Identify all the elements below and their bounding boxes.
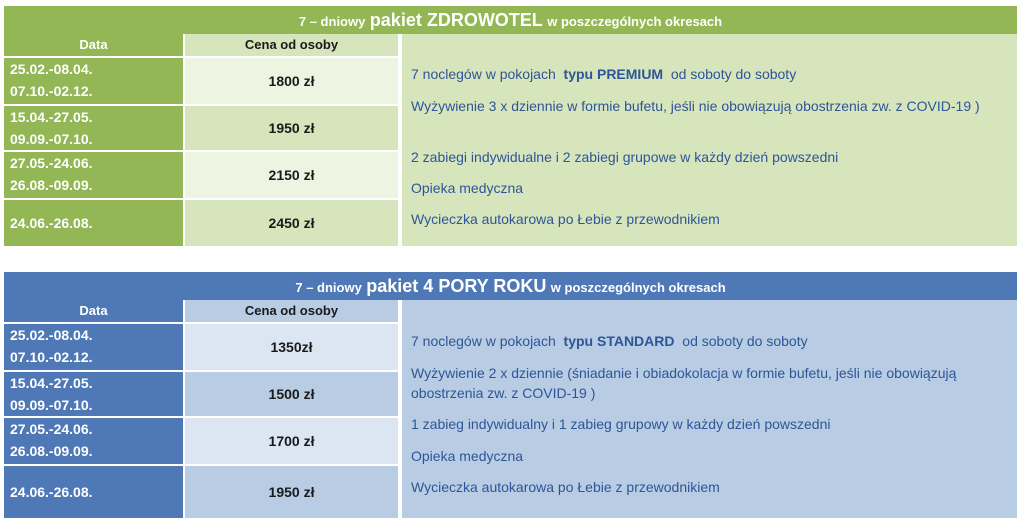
table-row bbox=[4, 58, 400, 104]
info-treatments: 1 zabieg indywidualny i 1 zabieg grupowy w każdy dzień powszedni bbox=[411, 416, 831, 432]
price-cell: 2150 zł bbox=[185, 152, 398, 198]
price-cell: 1500 zł bbox=[185, 372, 398, 416]
info-accommodation: 7 noclegów w pokojach typu STANDARD od soboty do soboty bbox=[411, 333, 808, 349]
column-header-price: Cena od osoby bbox=[185, 34, 398, 56]
price-cell: 1700 zł bbox=[185, 418, 398, 464]
price-cell: 1350zł bbox=[185, 324, 398, 370]
table-row bbox=[4, 324, 400, 370]
price-cell: 1950 zł bbox=[185, 106, 398, 150]
date-cell: 25.02.-08.04. 07.10.-02.12. bbox=[4, 324, 183, 370]
info-trip: Wycieczka autokarowa po Łebie z przewodnikiem bbox=[411, 479, 720, 495]
date-cell: 15.04.-27.05. 09.09.-07.10. bbox=[4, 372, 183, 416]
package-description bbox=[402, 34, 1017, 246]
info-treatments: 2 zabiegi indywidualne i 2 zabiegi grupowe w każdy dzień powszedni bbox=[411, 149, 839, 165]
column-header-price: Cena od osoby bbox=[185, 300, 398, 322]
column-header-date: Data bbox=[4, 34, 183, 56]
price-cell: 2450 zł bbox=[185, 200, 398, 246]
table-row bbox=[4, 106, 400, 150]
info-meals: Wyżywienie 3 x dziennie w formie bufetu, jeśli nie obowiązują obostrzenia zw. z COVID-19 ) bbox=[411, 98, 980, 114]
package-title: 7 – dniowy pakiet ZDROWOTEL w poszczególnych okresach bbox=[4, 6, 1017, 34]
table-row bbox=[4, 418, 400, 464]
info-trip: Wycieczka autokarowa po Łebie z przewodnikiem bbox=[411, 211, 720, 227]
date-cell: 27.05.-24.06. 26.08.-09.09. bbox=[4, 418, 183, 464]
date-cell: 25.02.-08.04. 07.10.-02.12. bbox=[4, 58, 183, 104]
date-cell: 27.05.-24.06. 26.08.-09.09. bbox=[4, 152, 183, 198]
table-row bbox=[4, 372, 400, 416]
package-zdrowotel-table bbox=[4, 6, 1017, 246]
column-header-date: Data bbox=[4, 300, 183, 322]
table-row bbox=[4, 466, 400, 518]
package-title: 7 – dniowy pakiet 4 PORY ROKU w poszczególnych okresach bbox=[4, 272, 1017, 300]
info-accommodation: 7 noclegów w pokojach typu PREMIUM od soboty do soboty bbox=[411, 66, 797, 82]
package-4-pory-roku-table bbox=[4, 272, 1017, 518]
info-meals: Wyżywienie 2 x dziennie (śniadanie i obiadokolacja w formie bufetu, jeśli nie obowiązują obostrzenia zw. z COVID-19 ) bbox=[411, 365, 957, 401]
table-row bbox=[4, 152, 400, 198]
date-cell: 15.04.-27.05. 09.09.-07.10. bbox=[4, 106, 183, 150]
package-description bbox=[402, 300, 1017, 518]
table-row bbox=[4, 200, 400, 246]
date-cell: 24.06.-26.08. bbox=[4, 466, 183, 518]
price-cell: 1950 zł bbox=[185, 466, 398, 518]
info-medical: Opieka medyczna bbox=[411, 448, 524, 464]
date-cell: 24.06.-26.08. bbox=[4, 200, 183, 246]
info-medical: Opieka medyczna bbox=[411, 180, 524, 196]
price-cell: 1800 zł bbox=[185, 58, 398, 104]
